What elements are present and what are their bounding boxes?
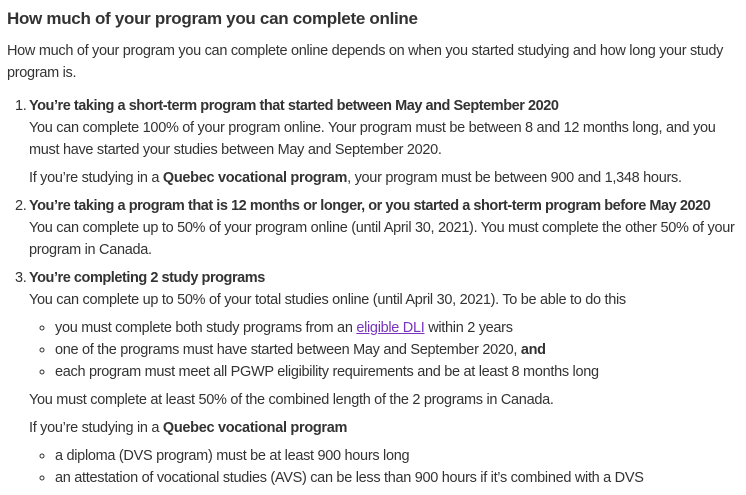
list-item-content <box>29 195 738 267</box>
page-title: How much of your program you can complete online <box>7 9 418 28</box>
item3-combined-length-paragraph: You must complete at least 50% of the combined length of the 2 programs in Canada. <box>29 392 554 408</box>
item3-title: You’re completing 2 study programs <box>29 270 265 286</box>
item2-title: You’re taking a program that is 12 months or longer, or you started a short-term program before May 2020 <box>29 198 711 214</box>
text-segment: If you’re studying in a <box>29 420 163 436</box>
text-segment: you must complete both study programs from an <box>55 320 357 336</box>
text-segment: , your program must be between 900 and 1,348 hours. <box>347 170 682 186</box>
item1-title: You’re taking a short-term program that started between May and September 2020 <box>29 98 559 114</box>
list-item-content <box>29 267 738 495</box>
item1-quebec-paragraph <box>29 167 738 189</box>
item2-paragraph: You can complete up to 50% of your program online (until April 30, 2021). You must complete the other 50% of your program in Canada. <box>29 220 735 258</box>
list-item-two-study-programs <box>15 267 738 495</box>
list-item-number: 2. <box>15 198 27 214</box>
conditions-bullet-list <box>29 317 738 383</box>
numbered-list <box>15 95 738 495</box>
text-segment: If you’re studying in a <box>29 170 163 186</box>
bullet-eligible-dli <box>55 317 738 339</box>
quebec-vocational-program-bold: Quebec vocational program <box>162 170 348 186</box>
intro-paragraph: How much of your program you can complete online depends on when you started studying and how long your study program is. <box>7 43 724 81</box>
text-segment: within 2 years <box>424 320 513 336</box>
text-segment: one of the programs must have started between May and September 2020, <box>55 342 521 358</box>
list-item-number: 3. <box>15 270 27 286</box>
list-item-number: 1. <box>15 98 27 114</box>
item3-paragraph: You can complete up to 50% of your total studies online (until April 30, 2021). To be able to do this <box>29 292 626 308</box>
eligible-dli-link[interactable]: eligible DLI <box>356 320 425 336</box>
list-item-twelve-months-or-longer <box>15 195 738 267</box>
quebec-bullet-list <box>29 445 738 489</box>
item3-quebec-subheading <box>29 417 738 439</box>
list-item-content <box>29 95 738 195</box>
bullet-avs-attestation: ◦ an attestation of vocational studies (AVS) can be less than 900 hours if it’s combined with a DVS <box>55 467 738 489</box>
list-item-short-term-program <box>15 95 738 195</box>
item1-paragraph: You can complete 100% of your program online. Your program must be between 8 and 12 months long, and you must have started your studies between May and September 2020. <box>29 120 716 158</box>
bullet-pgwp-eligibility: ◦ each program must meet all PGWP eligibility requirements and be at least 8 months long <box>55 361 738 383</box>
bullet-program-start-dates <box>55 339 738 361</box>
quebec-vocational-program-bold: Quebec vocational program <box>162 420 348 436</box>
bullet-dvs-diploma: ◦ a diploma (DVS program) must be at least 900 hours long <box>55 445 738 467</box>
and-bold: and <box>520 342 546 358</box>
